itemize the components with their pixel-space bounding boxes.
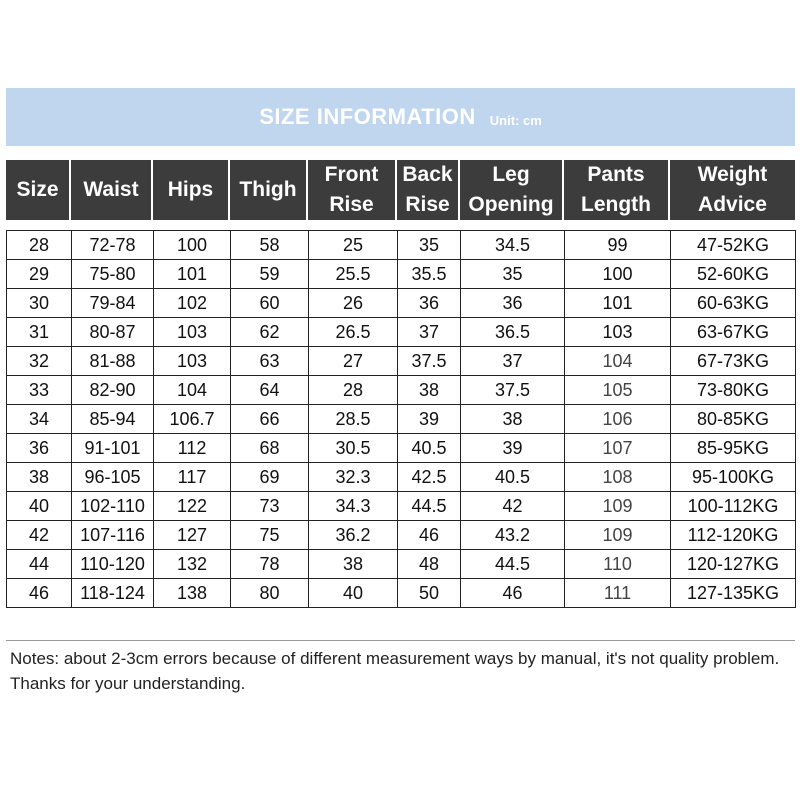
cell-waist: 72-78 <box>72 231 154 260</box>
size-table <box>6 230 796 608</box>
header-weight-advice: Weight Advice <box>697 163 768 216</box>
cell-thigh: 69 <box>231 463 309 492</box>
table-row <box>7 492 796 521</box>
cell-leg-opening: 34.5 <box>461 231 565 260</box>
cell-back-rise: 46 <box>398 521 461 550</box>
cell-size: 33 <box>7 376 72 405</box>
cell-weight-advice: 60-63KG <box>671 289 796 318</box>
cell-waist: 82-90 <box>72 376 154 405</box>
cell-leg-opening: 44.5 <box>461 550 565 579</box>
table-row <box>7 550 796 579</box>
cell-size: 46 <box>7 579 72 608</box>
cell-waist: 110-120 <box>72 550 154 579</box>
cell-front-rise: 28 <box>309 376 398 405</box>
notes <box>10 646 780 696</box>
cell-thigh: 75 <box>231 521 309 550</box>
cell-front-rise: 40 <box>309 579 398 608</box>
cell-back-rise: 40.5 <box>398 434 461 463</box>
cell-weight-advice: 127-135KG <box>671 579 796 608</box>
table-row <box>7 260 796 289</box>
table-header <box>6 160 795 220</box>
cell-hips: 127 <box>154 521 231 550</box>
table-row <box>7 376 796 405</box>
cell-front-rise: 38 <box>309 550 398 579</box>
table-row <box>7 405 796 434</box>
cell-thigh: 68 <box>231 434 309 463</box>
cell-front-rise: 27 <box>309 347 398 376</box>
cell-leg-opening: 35 <box>461 260 565 289</box>
cell-weight-advice: 112-120KG <box>671 521 796 550</box>
cell-leg-opening: 37.5 <box>461 376 565 405</box>
cell-front-rise: 32.3 <box>309 463 398 492</box>
cell-size: 38 <box>7 463 72 492</box>
cell-size: 29 <box>7 260 72 289</box>
cell-weight-advice: 120-127KG <box>671 550 796 579</box>
table-row <box>7 579 796 608</box>
cell-leg-opening: 38 <box>461 405 565 434</box>
cell-leg-opening: 42 <box>461 492 565 521</box>
cell-hips: 100 <box>154 231 231 260</box>
cell-hips: 106.7 <box>154 405 231 434</box>
cell-thigh: 59 <box>231 260 309 289</box>
header-thigh: Thigh <box>230 160 308 220</box>
cell-waist: 107-116 <box>72 521 154 550</box>
header-leg-opening: Leg Opening <box>460 160 564 220</box>
cell-back-rise: 44.5 <box>398 492 461 521</box>
banner-unit: Unit: cm <box>489 112 542 128</box>
cell-size: 31 <box>7 318 72 347</box>
cell-thigh: 78 <box>231 550 309 579</box>
cell-pants-length: 109 <box>565 521 671 550</box>
cell-pants-length: 106 <box>565 405 671 434</box>
cell-thigh: 73 <box>231 492 309 521</box>
banner-title: SIZE INFORMATION <box>259 104 476 129</box>
cell-back-rise: 37.5 <box>398 347 461 376</box>
cell-back-rise: 37 <box>398 318 461 347</box>
cell-waist: 75-80 <box>72 260 154 289</box>
cell-weight-advice: 67-73KG <box>671 347 796 376</box>
cell-hips: 103 <box>154 318 231 347</box>
size-info-banner <box>6 88 795 146</box>
cell-pants-length: 111 <box>565 579 671 608</box>
cell-hips: 117 <box>154 463 231 492</box>
cell-pants-length: 100 <box>565 260 671 289</box>
cell-thigh: 62 <box>231 318 309 347</box>
cell-back-rise: 36 <box>398 289 461 318</box>
cell-leg-opening: 40.5 <box>461 463 565 492</box>
cell-hips: 101 <box>154 260 231 289</box>
cell-size: 32 <box>7 347 72 376</box>
cell-waist: 91-101 <box>72 434 154 463</box>
cell-pants-length: 110 <box>565 550 671 579</box>
cell-leg-opening: 43.2 <box>461 521 565 550</box>
cell-back-rise: 50 <box>398 579 461 608</box>
cell-pants-length: 104 <box>565 347 671 376</box>
cell-pants-length: 108 <box>565 463 671 492</box>
cell-front-rise: 25 <box>309 231 398 260</box>
cell-thigh: 64 <box>231 376 309 405</box>
cell-leg-opening: 36 <box>461 289 565 318</box>
cell-waist: 85-94 <box>72 405 154 434</box>
cell-weight-advice: 52-60KG <box>671 260 796 289</box>
cell-front-rise: 36.2 <box>309 521 398 550</box>
cell-weight-advice: 85-95KG <box>671 434 796 463</box>
cell-hips: 103 <box>154 347 231 376</box>
cell-weight-advice: 73-80KG <box>671 376 796 405</box>
cell-thigh: 80 <box>231 579 309 608</box>
cell-pants-length: 99 <box>565 231 671 260</box>
cell-thigh: 63 <box>231 347 309 376</box>
cell-size: 28 <box>7 231 72 260</box>
cell-pants-length: 101 <box>565 289 671 318</box>
cell-thigh: 58 <box>231 231 309 260</box>
header-hips: Hips <box>153 160 230 220</box>
cell-front-rise: 34.3 <box>309 492 398 521</box>
cell-hips: 132 <box>154 550 231 579</box>
notes-line-1: Notes: about 2-3cm errors because of different measurement ways by manual, it's not quality problem. <box>10 649 780 668</box>
cell-front-rise: 26 <box>309 289 398 318</box>
cell-hips: 104 <box>154 376 231 405</box>
cell-waist: 118-124 <box>72 579 154 608</box>
cell-leg-opening: 37 <box>461 347 565 376</box>
cell-back-rise: 39 <box>398 405 461 434</box>
header-front-rise: Front Rise <box>308 160 397 220</box>
cell-pants-length: 107 <box>565 434 671 463</box>
cell-size: 30 <box>7 289 72 318</box>
cell-hips: 138 <box>154 579 231 608</box>
cell-waist: 81-88 <box>72 347 154 376</box>
cell-leg-opening: 39 <box>461 434 565 463</box>
cell-front-rise: 25.5 <box>309 260 398 289</box>
header-back-rise: Back Rise <box>397 160 460 220</box>
cell-leg-opening: 46 <box>461 579 565 608</box>
cell-back-rise: 48 <box>398 550 461 579</box>
cell-size: 42 <box>7 521 72 550</box>
cell-waist: 96-105 <box>72 463 154 492</box>
header-size: Size <box>6 160 71 220</box>
cell-hips: 102 <box>154 289 231 318</box>
cell-size: 40 <box>7 492 72 521</box>
cell-back-rise: 38 <box>398 376 461 405</box>
header-pants-length: Pants Length <box>564 160 670 220</box>
cell-size: 34 <box>7 405 72 434</box>
table-row <box>7 347 796 376</box>
cell-weight-advice: 47-52KG <box>671 231 796 260</box>
cell-weight-advice: 100-112KG <box>671 492 796 521</box>
cell-front-rise: 30.5 <box>309 434 398 463</box>
divider <box>6 640 795 641</box>
cell-pants-length: 109 <box>565 492 671 521</box>
cell-leg-opening: 36.5 <box>461 318 565 347</box>
cell-weight-advice: 80-85KG <box>671 405 796 434</box>
cell-hips: 112 <box>154 434 231 463</box>
table-row <box>7 318 796 347</box>
table-row <box>7 521 796 550</box>
cell-size: 36 <box>7 434 72 463</box>
cell-weight-advice: 63-67KG <box>671 318 796 347</box>
cell-front-rise: 28.5 <box>309 405 398 434</box>
cell-front-rise: 26.5 <box>309 318 398 347</box>
cell-back-rise: 35.5 <box>398 260 461 289</box>
table-row <box>7 463 796 492</box>
cell-weight-advice: 95-100KG <box>671 463 796 492</box>
table-row <box>7 434 796 463</box>
cell-waist: 102-110 <box>72 492 154 521</box>
cell-back-rise: 42.5 <box>398 463 461 492</box>
table-row <box>7 231 796 260</box>
cell-size: 44 <box>7 550 72 579</box>
cell-waist: 79-84 <box>72 289 154 318</box>
header-waist: Waist <box>71 160 153 220</box>
cell-thigh: 66 <box>231 405 309 434</box>
cell-pants-length: 105 <box>565 376 671 405</box>
cell-waist: 80-87 <box>72 318 154 347</box>
cell-thigh: 60 <box>231 289 309 318</box>
notes-line-2: Thanks for your understanding. <box>10 674 246 693</box>
cell-pants-length: 103 <box>565 318 671 347</box>
cell-hips: 122 <box>154 492 231 521</box>
cell-back-rise: 35 <box>398 231 461 260</box>
table-row <box>7 289 796 318</box>
